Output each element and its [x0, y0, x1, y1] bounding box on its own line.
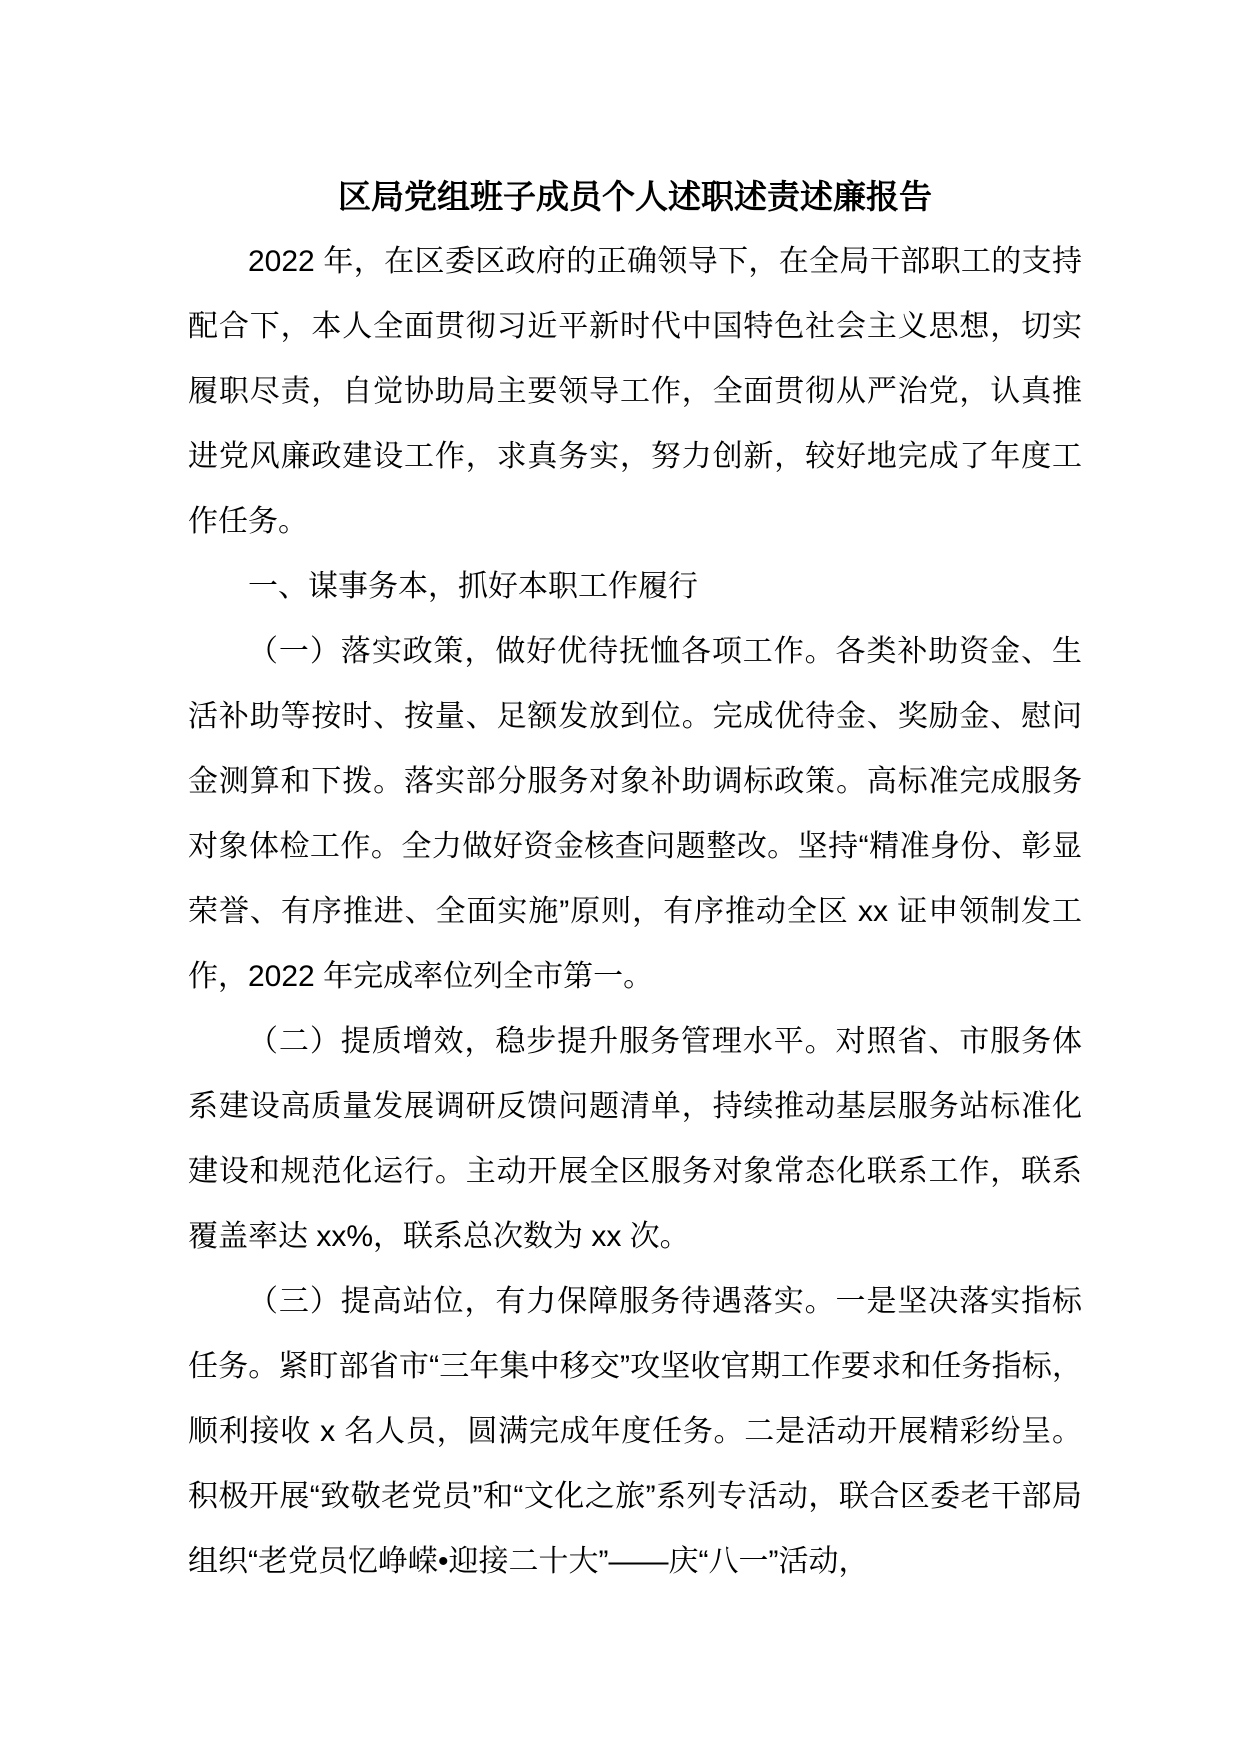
- paragraph: （二）提质增效，稳步提升服务管理水平。对照省、市服务体系建设高质量发展调研反馈问题清单，持续推动基层服务站标准化建设和规范化运行。主动开展全区服务对象常态化联系工作，联系覆盖率达 xx%，联系总次数为 xx 次。: [188, 1025, 1082, 1253]
- paragraph: （一）落实政策，做好优待抚恤各项工作。各类补助资金、生活补助等按时、按量、足额发放到位。完成优待金、奖励金、慰问金测算和下拨。落实部分服务对象补助调标政策。高标准完成服务对象体检工作。全力做好资金核查问题整改。坚持“精准身份、彰显荣誉、有序推进、全面实施”原则，有序推动全区 xx 证申领制发工作，2022 年完成率位列全市第一。: [188, 635, 1082, 993]
- paragraph: 一、谋事务本，抓好本职工作履行: [248, 570, 698, 603]
- document-body: [188, 229, 1082, 1594]
- document-content: [188, 164, 1082, 1594]
- paragraph: 2022 年，在区委区政府的正确领导下，在全局干部职工的支持配合下，本人全面贯彻习近平新时代中国特色社会主义思想，切实履职尽责，自觉协助局主要领导工作，全面贯彻从严治党，认真推进党风廉政建设工作，求真务实，努力创新，较好地完成了年度工作任务。: [188, 245, 1082, 538]
- paragraph: （三）提高站位，有力保障服务待遇落实。一是坚决落实指标任务。紧盯部省市“三年集中移交”攻坚收官期工作要求和任务指标，顺利接收 x 名人员，圆满完成年度任务。二是活动开展精彩纷呈。积极开展“致敬老党员”和“文化之旅”系列专活动，联合区委老干部局组织“老党员忆峥嵘•迎接二十大”——庆“八一”活动，: [188, 1285, 1082, 1578]
- document-title: 区局党组班子成员个人述职述责述廉报告: [338, 178, 932, 215]
